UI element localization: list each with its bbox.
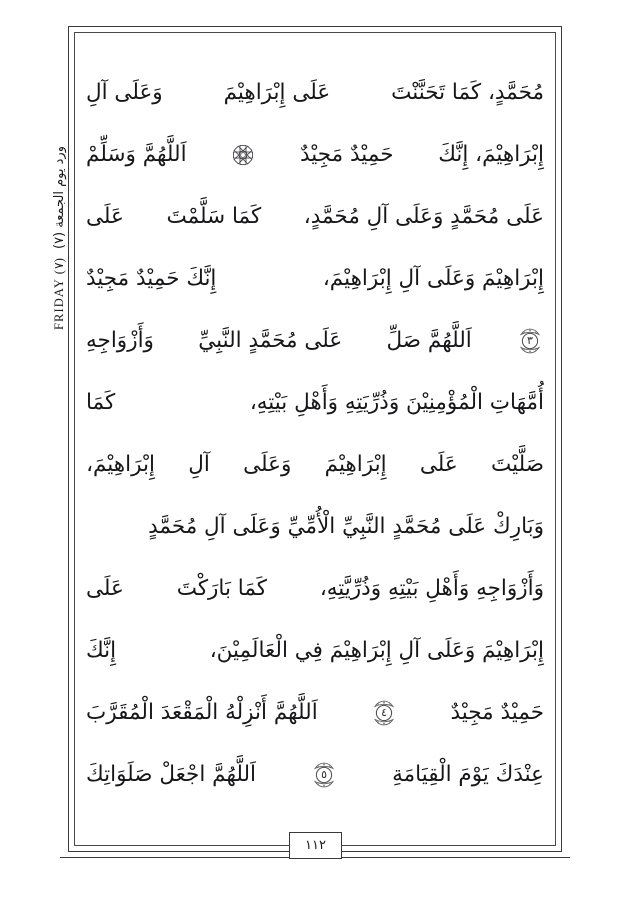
rosette-ornament-icon bbox=[231, 143, 255, 167]
text-segment: عِنْدَكَ يَوْمَ الْقِيَامَةِ bbox=[392, 762, 544, 787]
text-line bbox=[86, 124, 544, 186]
side-label-english: FRIDAY (٧) bbox=[52, 257, 66, 330]
text-line bbox=[86, 372, 544, 434]
text-segment: آلِ bbox=[188, 452, 210, 477]
page-number-box bbox=[289, 832, 342, 859]
text-segment: صَلَّيْتَ bbox=[491, 452, 544, 477]
text-line bbox=[86, 620, 544, 682]
text-line bbox=[86, 496, 544, 558]
text-segment: اَللَّهُمَّ صَلِّ bbox=[386, 328, 472, 353]
text-segment: وَعَلَى آلِ bbox=[86, 80, 163, 105]
text-segment: وَعَلَى bbox=[243, 452, 292, 477]
text-line bbox=[86, 310, 544, 372]
text-segment: عَلَى bbox=[86, 204, 124, 229]
text-line bbox=[86, 434, 544, 496]
text-segment: وَأَزْوَاجِهِ bbox=[86, 328, 154, 353]
text-line bbox=[86, 682, 544, 744]
text-segment: حَمِيْدٌ مَجِيْدٌ bbox=[450, 700, 544, 725]
ayah-marker-number: ٥ bbox=[321, 768, 328, 781]
text-segment: مُحَمَّدٍ، كَمَا تَحَنَّنْتَ bbox=[391, 80, 544, 105]
text-segment: إِنَّكَ حَمِيْدٌ مَجِيْدٌ bbox=[86, 266, 217, 291]
text-segment: حَمِيْدٌ مَجِيْدٌ bbox=[300, 142, 394, 167]
text-segment: إِنَّكَ bbox=[86, 638, 117, 663]
text-line bbox=[86, 186, 544, 248]
text-segment: كَمَا bbox=[86, 390, 116, 415]
text-segment: عَلَى مُحَمَّدٍ وَعَلَى آلِ مُحَمَّدٍ، bbox=[303, 204, 544, 229]
text-segment: كَمَا سَلَّمْتَ bbox=[166, 204, 262, 229]
arabic-text-block bbox=[86, 46, 544, 816]
text-segment: كَمَا بَارَكْتَ bbox=[176, 576, 268, 601]
text-segment: عَلَى إِبْرَاهِيْمَ bbox=[223, 80, 331, 105]
text-segment: اَللَّهُمَّ وَسَلِّمْ bbox=[86, 142, 187, 167]
ayah-marker-number: ٤ bbox=[381, 706, 388, 719]
text-segment: أُمَّهَاتِ الْمُؤْمِنِيْنَ وَذُرِّيَتِهِ وَأَهْلِ بَيْتِهِ، bbox=[249, 390, 544, 415]
ayah-marker-icon bbox=[370, 698, 398, 728]
text-segment: عَلَى مُحَمَّدٍ النَّبِيِّ bbox=[198, 328, 343, 353]
text-segment: عَلَى bbox=[419, 452, 458, 477]
text-segment: اَللَّهُمَّ أَنْزِلْهُ الْمَقْعَدَ الْمُقَرَّبَ bbox=[86, 700, 318, 725]
text-line bbox=[86, 62, 544, 124]
text-segment: وَبَارِكْ عَلَى مُحَمَّدٍ النَّبِيِّ الْأُمِّيِّ وَعَلَى آلِ مُحَمَّدٍ bbox=[148, 514, 544, 539]
side-label-arabic: ورد يوم الجمعة (٧) bbox=[51, 146, 67, 249]
text-segment: إِبْرَاهِيْمَ وَعَلَى آلِ إِبْرَاهِيْمَ فِي الْعَالَمِيْنَ، bbox=[209, 638, 544, 663]
page-number-value: ١١٢ bbox=[305, 838, 326, 853]
text-segment: وَأَزْوَاجِهِ وَأَهْلِ بَيْتِهِ وَذُرِّيَّتِهِ، bbox=[319, 576, 544, 601]
ayah-marker-icon bbox=[310, 760, 338, 790]
text-segment: إِبْرَاهِيْمَ bbox=[324, 452, 387, 477]
text-segment: إِبْرَاهِيْمَ، bbox=[86, 452, 155, 477]
text-segment: اَللَّهُمَّ اجْعَلْ صَلَوَاتِكَ bbox=[86, 762, 257, 787]
text-line bbox=[86, 248, 544, 310]
text-segment: إِبْرَاهِيْمَ وَعَلَى آلِ إِبْرَاهِيْمَ، bbox=[322, 266, 544, 291]
text-line bbox=[86, 744, 544, 806]
text-segment: إِبْرَاهِيْمَ، إِنَّكَ bbox=[438, 142, 544, 167]
ayah-marker-icon bbox=[516, 326, 544, 356]
ayah-marker-number: ٣ bbox=[527, 334, 533, 347]
text-segment: عَلَى bbox=[86, 576, 124, 601]
text-line bbox=[86, 558, 544, 620]
